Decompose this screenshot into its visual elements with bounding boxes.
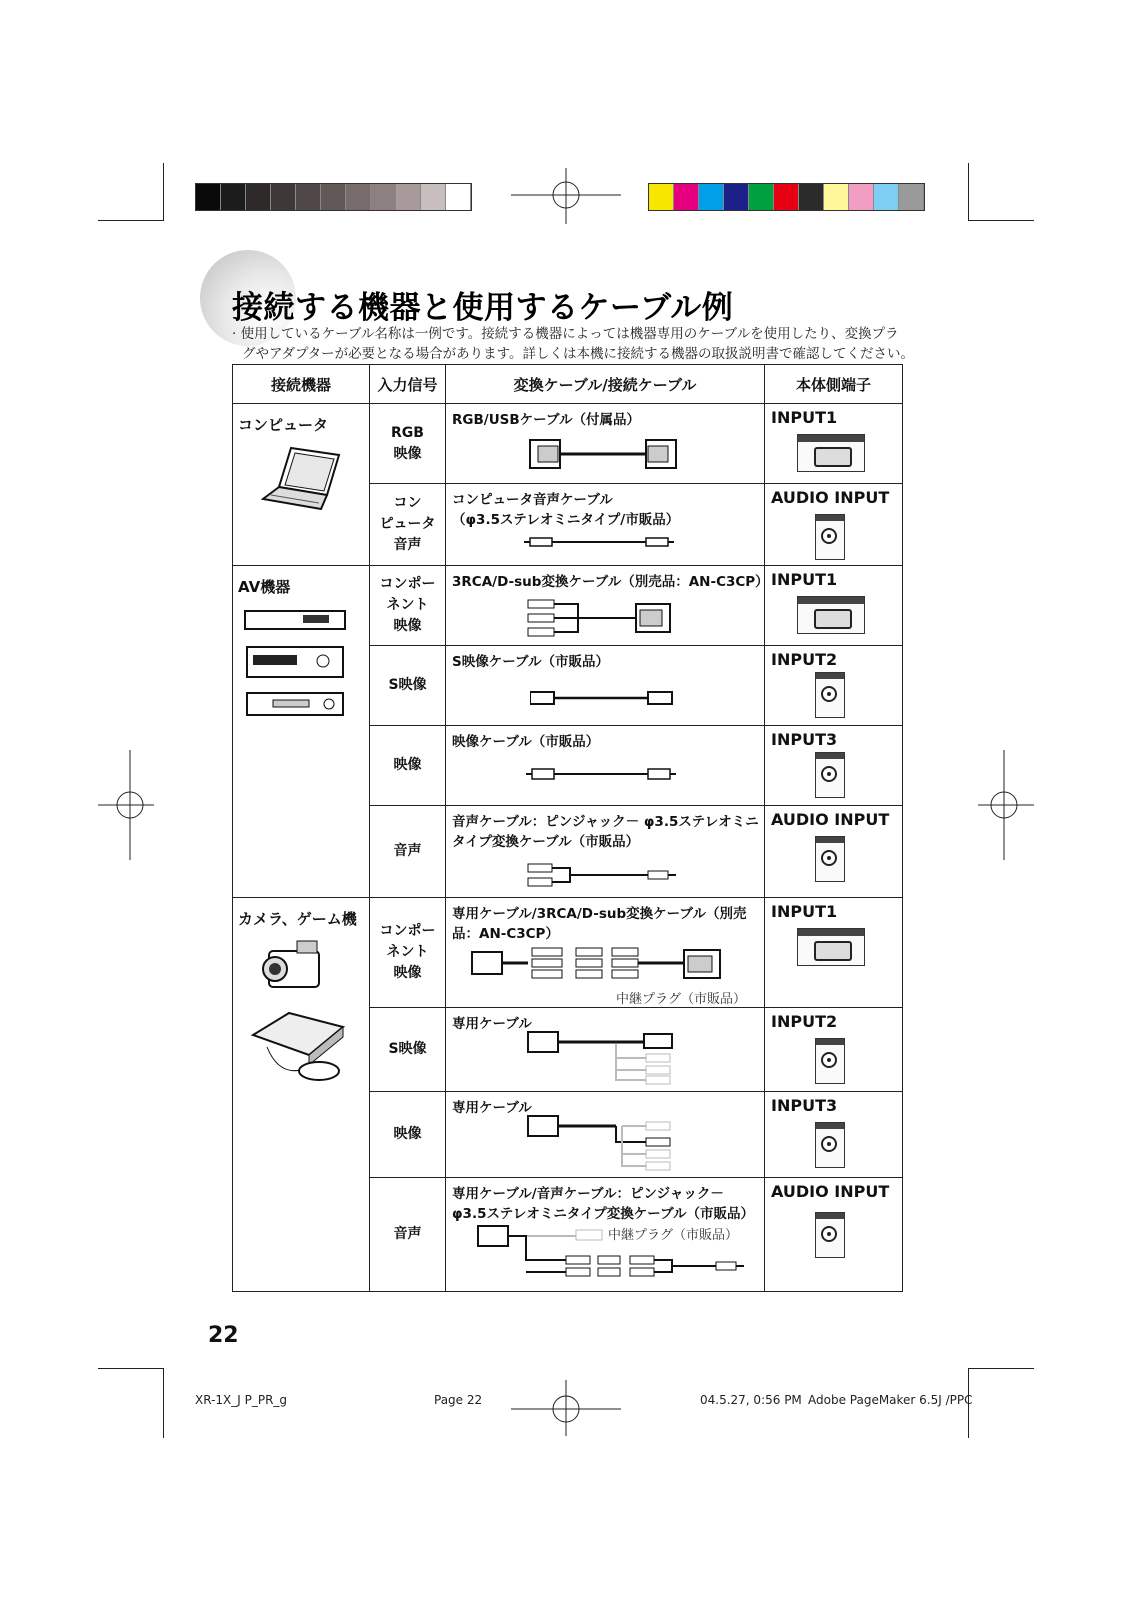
cable-label: 映像ケーブル（市販品） [452, 734, 600, 750]
terminal-name: INPUT1 [771, 570, 838, 589]
crop-mark [968, 163, 969, 221]
signal-cell: RGB 映像 [370, 404, 446, 484]
cable-label: 音声ケーブル：ピンジャック－ φ3.5ステレオミニ タイプ変換ケーブル（市販品） [452, 814, 759, 850]
signal-cell: コン ピュータ 音声 [370, 484, 446, 566]
crop-mark [163, 163, 164, 221]
terminal-name: AUDIO INPUT [771, 488, 890, 507]
terminal-name: INPUT2 [771, 650, 838, 669]
cable-cell [446, 1008, 765, 1092]
terminal-name: INPUT3 [771, 730, 838, 749]
cable-cell [446, 806, 765, 898]
footer-date: 04.5.27, 0:56 PM [700, 1393, 802, 1407]
av-equipment-icon [243, 603, 353, 723]
cable-label: 専用ケーブル [452, 1100, 532, 1116]
terminal-cell [765, 1178, 903, 1292]
video-jack-icon [815, 752, 845, 798]
terminal-cell [765, 646, 903, 726]
dedicated-audio-cable-icon [476, 1222, 746, 1278]
cable-label: RGB/USBケーブル（付属品） [452, 412, 640, 428]
color-swatch [371, 184, 396, 210]
color-swatch [271, 184, 296, 210]
color-swatch [724, 184, 749, 210]
cable-label: 3RCA/D-sub変換ケーブル（別売品：AN-C3CP） [452, 574, 769, 590]
signal-cell: S映像 [370, 646, 446, 726]
page-title: 接続する機器と使用するケーブル例 [232, 290, 734, 326]
signal-cell: コンポー ネント 映像 [370, 566, 446, 646]
crop-mark [968, 220, 1034, 221]
signal-cell: コンポー ネント 映像 [370, 898, 446, 1008]
vga-port-icon [797, 434, 865, 472]
table-row [233, 898, 903, 1008]
s-video-jack-icon [815, 1038, 845, 1084]
terminal-name: INPUT2 [771, 1012, 838, 1031]
color-swatch [246, 184, 271, 210]
terminal-cell [765, 726, 903, 806]
color-swatch [396, 184, 421, 210]
color-swatch [874, 184, 899, 210]
terminal-cell [765, 898, 903, 1008]
camera-game-icon [249, 937, 359, 1087]
device-cell [233, 404, 370, 566]
cable-cell [446, 566, 769, 646]
color-bar [648, 183, 925, 211]
crop-mark [98, 220, 164, 221]
device-cell [233, 898, 370, 1292]
cable-cell [446, 1092, 765, 1178]
color-swatch [196, 184, 221, 210]
terminal-name: INPUT3 [771, 1096, 838, 1115]
mini-plug-cable-icon [524, 534, 674, 550]
cable-label: S映像ケーブル（市販品） [452, 654, 610, 670]
color-swatch [221, 184, 246, 210]
color-swatch [674, 184, 699, 210]
rca-mini-cable-icon [526, 862, 676, 890]
color-swatch [346, 184, 371, 210]
crop-mark [968, 1368, 1034, 1369]
header-terminal: 本体側端子 [765, 365, 903, 404]
color-swatch [799, 184, 824, 210]
dedicated-rca-dsub-cable-icon [468, 944, 728, 988]
registration-mark-left [98, 750, 154, 860]
color-swatch [321, 184, 346, 210]
cable-cell [446, 898, 765, 1008]
device-name: コンピュータ [238, 416, 329, 434]
header-signal: 入力信号 [370, 365, 446, 404]
terminal-name: AUDIO INPUT [771, 1182, 890, 1201]
rca-dsub-cable-icon [526, 596, 676, 640]
color-swatch [296, 184, 321, 210]
signal-cell: 音声 [370, 1178, 446, 1292]
video-jack-icon [815, 1122, 845, 1168]
cable-cell [446, 404, 765, 484]
color-swatch [446, 184, 471, 210]
terminal-cell [765, 566, 903, 646]
registration-mark-top [511, 168, 621, 224]
table-row [233, 404, 903, 484]
device-cell [233, 566, 370, 898]
terminal-cell [765, 1008, 903, 1092]
dedicated-s-video-cable-icon [526, 1030, 686, 1086]
header-device: 接続機器 [233, 365, 370, 404]
crop-mark [163, 1368, 164, 1438]
footer-app: Adobe PageMaker 6.5J /PPC [808, 1393, 973, 1407]
dedicated-video-cable-icon [526, 1114, 686, 1172]
registration-mark-bottom [511, 1380, 621, 1436]
table-row [233, 566, 903, 646]
cable-label: コンピュータ音声ケーブル （φ3.5ステレオミニタイプ/市販品） [452, 492, 680, 528]
audio-jack-icon [815, 514, 845, 560]
color-swatch [849, 184, 874, 210]
color-swatch [774, 184, 799, 210]
color-swatch [699, 184, 724, 210]
footer-file: XR-1X_J P_PR_g [195, 1393, 288, 1407]
terminal-cell [765, 484, 903, 566]
terminal-name: INPUT1 [771, 902, 838, 921]
rca-cable-icon [526, 766, 676, 782]
note-line-1: · 使用しているケーブル名称は一例です。接続する機器によっては機器専用のケーブルを使用したり、変換プラ [232, 326, 899, 342]
note-line-2: グやアダプターが必要となる場合があります。詳しくは本機に接続する機器の取扱説明書で確認してください。 [242, 346, 915, 362]
color-swatch [749, 184, 774, 210]
crop-mark [98, 1368, 164, 1369]
cable-cell [446, 726, 765, 806]
terminal-name: AUDIO INPUT [771, 810, 890, 829]
s-video-jack-icon [815, 672, 845, 718]
registration-mark-right [978, 750, 1034, 860]
terminal-cell [765, 404, 903, 484]
relay-plug-label: 中継プラグ（市販品） [616, 992, 747, 1007]
vga-port-icon [797, 596, 865, 634]
signal-cell: 音声 [370, 806, 446, 898]
vga-port-icon [797, 928, 865, 966]
color-swatch [649, 184, 674, 210]
device-name: AV機器 [238, 578, 291, 596]
signal-cell: 映像 [370, 1092, 446, 1178]
cable-cell [446, 1178, 765, 1292]
terminal-cell [765, 806, 903, 898]
cable-cell [446, 646, 765, 726]
signal-cell: S映像 [370, 1008, 446, 1092]
header-cable: 変換ケーブル/接続ケーブル [446, 365, 765, 404]
grayscale-bar [195, 183, 472, 211]
laptop-icon [261, 443, 351, 513]
table-header-row [233, 365, 903, 404]
color-swatch [421, 184, 446, 210]
terminal-cell [765, 1092, 903, 1178]
signal-cell: 映像 [370, 726, 446, 806]
page-number: 22 [208, 1323, 239, 1348]
relay-plug-label: 中継プラグ（市販品） [608, 1228, 739, 1243]
color-swatch [824, 184, 849, 210]
terminal-name: INPUT1 [771, 408, 838, 427]
cable-cell [446, 484, 765, 566]
cable-label: 専用ケーブル [452, 1016, 532, 1032]
device-name: カメラ、ゲーム機 [238, 910, 357, 928]
footer-page: Page 22 [434, 1393, 483, 1407]
audio-jack-icon [815, 836, 845, 882]
cable-label: 専用ケーブル/3RCA/D-sub変換ケーブル（別売 品：AN-C3CP） [452, 906, 747, 942]
color-swatch [899, 184, 924, 210]
cable-label: 専用ケーブル/音声ケーブル：ピンジャック－ φ3.5ステレオミニタイプ変換ケーブル（市販品） [452, 1186, 755, 1222]
s-video-cable-icon [530, 690, 674, 706]
vga-cable-icon [528, 434, 678, 474]
connection-table [232, 364, 903, 1292]
audio-jack-icon [815, 1212, 845, 1258]
